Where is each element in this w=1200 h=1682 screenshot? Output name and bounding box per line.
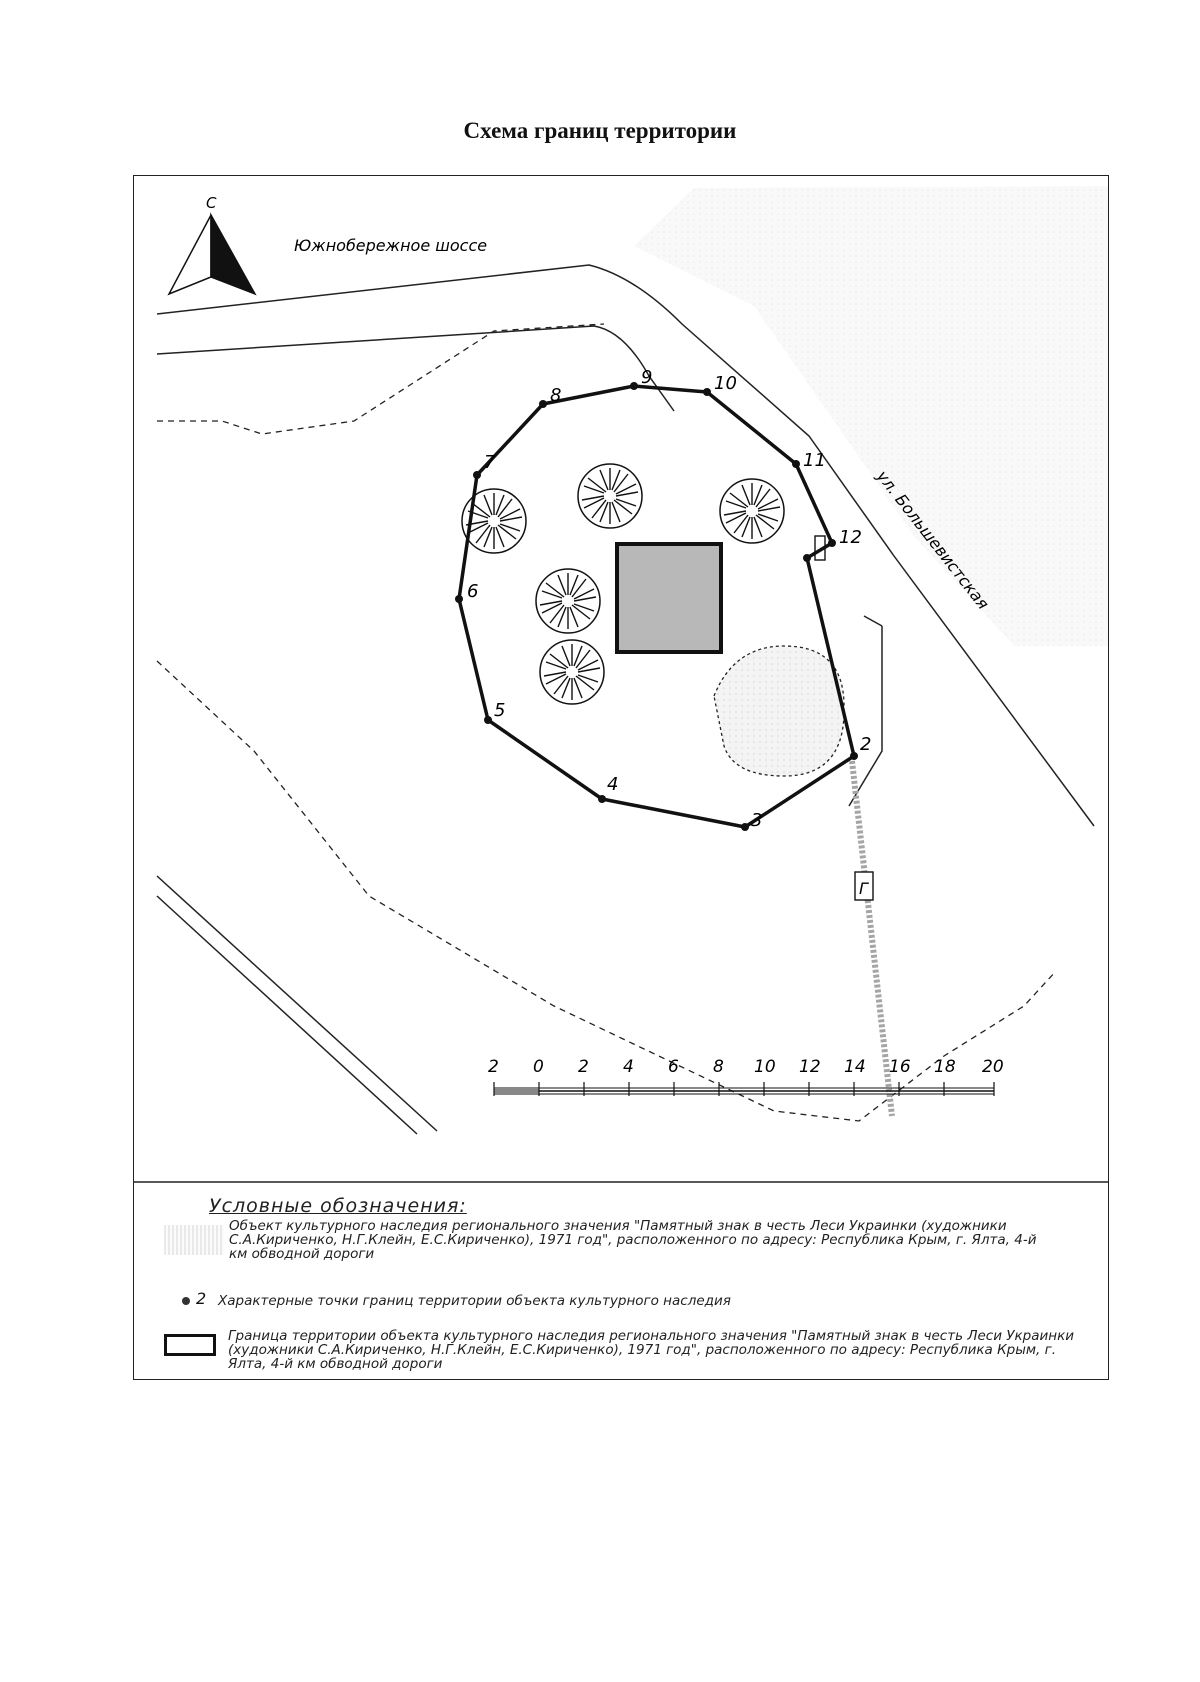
scale-label: 10: [754, 1057, 776, 1077]
boundary-point-8: [539, 400, 547, 408]
point-label-8: 8: [550, 385, 562, 406]
scale-label: 12: [799, 1057, 821, 1077]
boundary-point-6: [455, 595, 463, 603]
marker-g-label: Г: [859, 879, 868, 898]
scale-label: 6: [668, 1057, 679, 1077]
point-label-7: 7: [484, 452, 496, 473]
point-label-4: 4: [607, 774, 619, 795]
monument-block: [617, 544, 721, 652]
scale-label: 20: [982, 1057, 1004, 1077]
legend-monument-swatch: [164, 1225, 224, 1255]
scale-label: 0: [533, 1057, 544, 1077]
tree-icon: [578, 464, 642, 528]
scale-label: 16: [889, 1057, 911, 1077]
legend: [134, 1183, 1108, 1378]
page-title: Схема границ территории: [463, 118, 737, 143]
boundary-point-2: [850, 752, 858, 760]
legend-point-icon: [182, 1297, 190, 1305]
boundary-point-10: [703, 388, 711, 396]
legend-points-text: Характерные точки границ территории объекта культурного наследия: [218, 1293, 731, 1309]
scale-label: 18: [934, 1057, 956, 1077]
boundary-point-5: [484, 716, 492, 724]
boundary-point-12b: [803, 554, 811, 562]
scale-label: 2: [488, 1057, 499, 1077]
point-label-12: 12: [839, 527, 862, 548]
boundary-point-9: [630, 382, 638, 390]
boundary-point-11: [792, 460, 800, 468]
legend-monument-text: Объект культурного наследия регионального значения "Памятный знак в честь Леси Украинки (художники С.А.Кириченко, Н.Г.Клейн, Е.С.Кириченко), 1971 год", расположенного по адресу: Республика Крым, г. Ялта, 4-й км обводной дороги: [229, 1218, 1037, 1262]
scale-label: 14: [844, 1057, 866, 1077]
boundary-point-7: [473, 471, 481, 479]
boundary-point-12: [828, 539, 836, 547]
boundary-point-4: [598, 795, 606, 803]
north-label: С: [206, 194, 217, 212]
legend-boundary-text: Граница территории объекта культурного наследия регионального значения "Памятный знак в честь Леси Украинки (художники С.А.Кириченко, Н.Г.Клейн, Е.С.Кириченко), 1971 год", расположенного по адресу: Республика Крым, г. Ялта, 4-й км обводной дороги: [228, 1328, 1075, 1372]
north-arrow-icon: [169, 215, 255, 294]
legend-boundary-swatch: [164, 1334, 216, 1356]
street-label: ул. Большевистская: [872, 466, 993, 613]
scale-label: 8: [713, 1057, 724, 1077]
boundary-point-3: [741, 823, 749, 831]
scale-label: 2: [578, 1057, 589, 1077]
map-frame: [133, 175, 1109, 1380]
tree-icon: [540, 640, 604, 704]
map-canvas: [134, 176, 1108, 1183]
point-label-11: 11: [803, 450, 826, 471]
point-label-3: 3: [751, 810, 763, 831]
tree-icon: [536, 569, 600, 633]
point-label-9: 9: [641, 367, 653, 388]
road-label: Южнобережное шоссе: [294, 236, 488, 255]
tree-icon: [720, 479, 784, 543]
point-label-5: 5: [494, 700, 506, 721]
landscape-blob: [714, 646, 844, 776]
point-label-2: 2: [860, 734, 872, 755]
legend-title: Условные обозначения:: [209, 1195, 467, 1217]
legend-point-number: 2: [196, 1289, 207, 1308]
point-label-6: 6: [467, 581, 479, 602]
point-label-10: 10: [714, 373, 737, 394]
scale-bar: [488, 1057, 1004, 1096]
scale-label: 4: [623, 1057, 634, 1077]
